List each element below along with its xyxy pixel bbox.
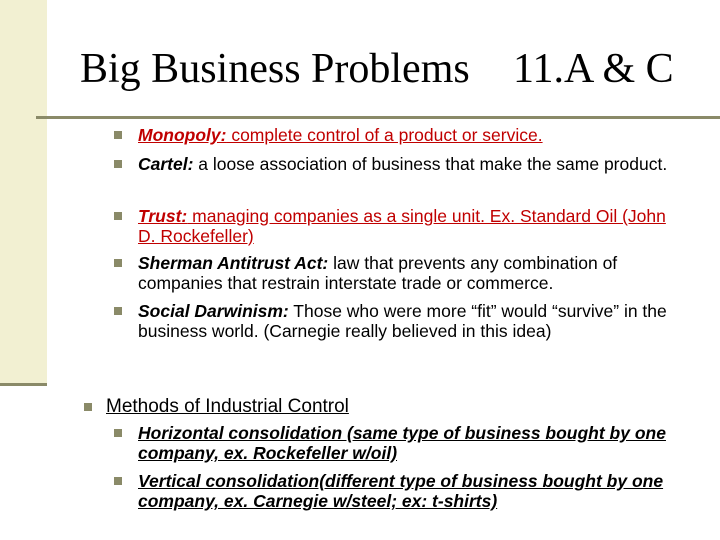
bullet-sherman-act <box>138 253 683 293</box>
sidebar-divider <box>0 383 47 386</box>
bullet-marker <box>114 429 122 437</box>
bullet-marker <box>114 131 122 139</box>
bullet-text: Those who were more “fit” would “survive” in the business world. (Carnegie really believed in this idea) <box>138 301 667 341</box>
slide-section-code: 11.A & C <box>513 46 674 92</box>
bullet-text: complete control of a product or service. <box>226 125 543 145</box>
bullet-label: Cartel: <box>138 154 194 174</box>
bullet-text: law that prevents any combination of companies that restrain interstate trade or commerce. <box>138 253 618 293</box>
slide-title: Big Business Problems <box>80 46 470 92</box>
bullet-label: Trust: <box>138 206 188 226</box>
bullet-text: managing companies as a single unit. Ex. Standard Oil (John D. Rockefeller) <box>138 206 666 246</box>
bullet-social-darwinism <box>138 301 673 341</box>
bullet-label: Social Darwinism: <box>138 301 289 321</box>
method-horizontal: Horizontal consolidation (same type of business bought by one company, ex. Rockefeller w/oil) <box>138 423 666 463</box>
bullet-cartel <box>138 154 688 174</box>
bullet-label: Sherman Antitrust Act: <box>138 253 329 273</box>
method-vertical: Vertical consolidation(different type of business bought by one company, ex. Carnegie w/steel; ex: t-shirts) <box>138 471 664 511</box>
bullet-label: Monopoly: <box>138 125 227 145</box>
sidebar-panel <box>0 0 47 385</box>
bullet-marker <box>114 212 122 220</box>
bullet-monopoly <box>138 125 698 145</box>
bullet-marker <box>84 403 92 411</box>
methods-heading: Methods of Industrial Control <box>106 396 349 417</box>
title-divider <box>36 116 720 119</box>
bullet-marker <box>114 259 122 267</box>
bullet-marker <box>114 307 122 315</box>
bullet-trust <box>138 206 683 246</box>
bullet-marker <box>114 160 122 168</box>
bullet-marker <box>114 477 122 485</box>
bullet-text: a loose association of business that make the same product. <box>193 154 668 174</box>
